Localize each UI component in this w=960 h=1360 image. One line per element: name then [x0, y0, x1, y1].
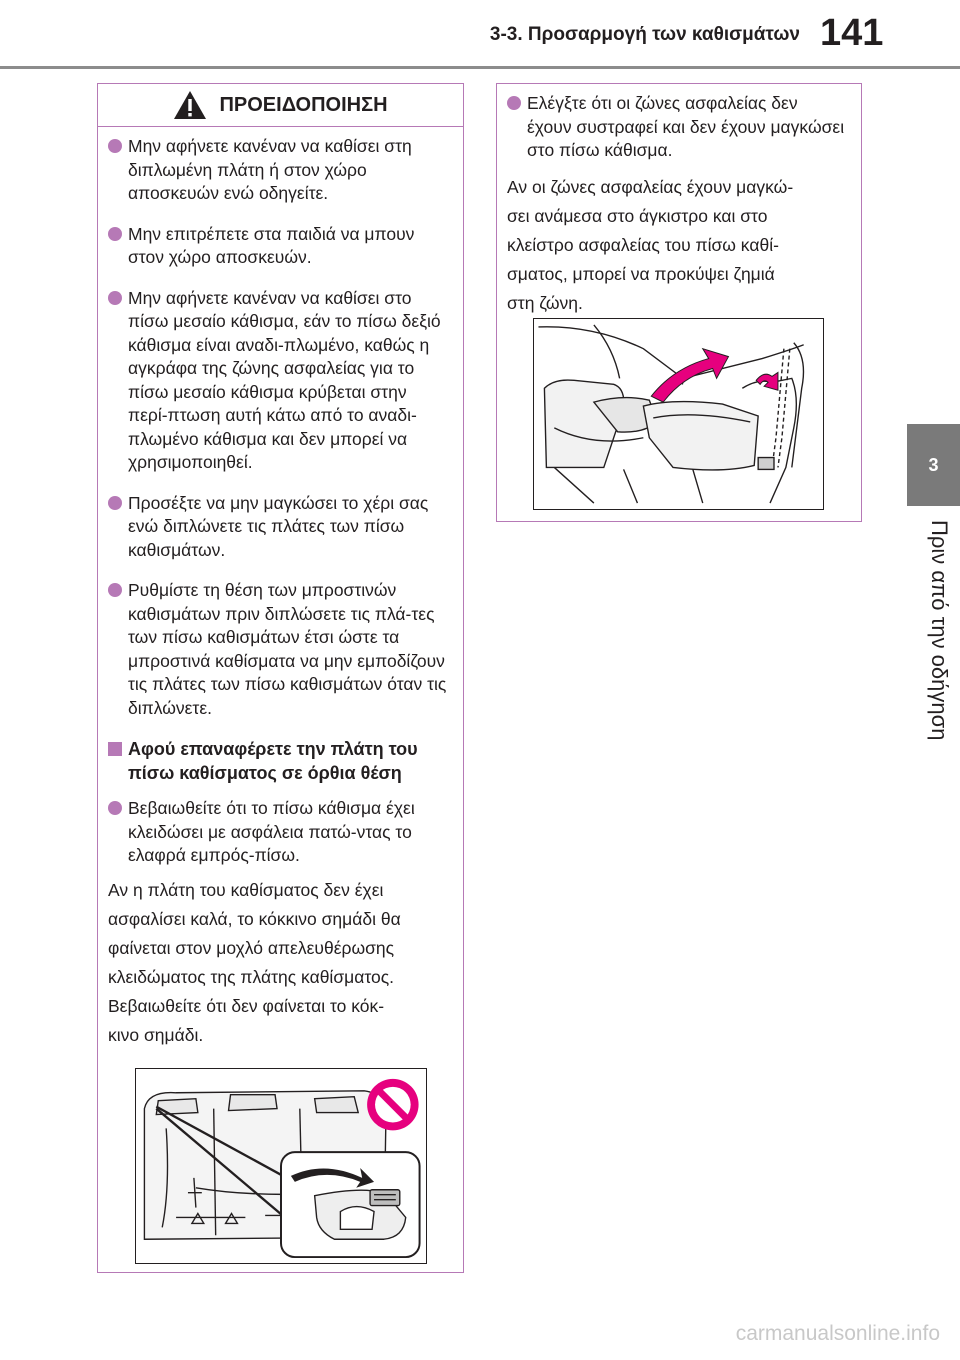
- bullet-text: Βεβαιωθείτε ότι το πίσω κάθισμα έχει κλειδώσει με ασφάλεια πατώ-ντας το ελαφρά εμπρός-πίσω.: [128, 798, 415, 865]
- bullet-text: Προσέξτε να μην μαγκώσει το χέρι σας ενώ διπλώνετε τις πλάτες των πίσω καθισμάτων.: [128, 492, 429, 560]
- site-watermark: carmanualsonline.info: [735, 1322, 940, 1345]
- page-number: 141: [820, 12, 884, 54]
- paragraph-line: κινο σημάδι.: [108, 1024, 204, 1045]
- square-bullet-icon: [108, 742, 122, 756]
- chapter-tab[interactable]: 3: [907, 424, 960, 506]
- curved-arrow-icon: [756, 372, 778, 390]
- bullet-text: Μην αφήνετε κανέναν να καθίσει στο πίσω μεσαίο κάθισμα, εάν το πίσω δεξιό κάθισμα είναι αναδι-πλωμένο, καθώς η αγκράφα της ζώνης ασφαλείας για το πίσω μεσαίο κάθισμα κρύβεται στην περί-πτωση αυτή κάτω από το αναδι-πλωμένο κάθισμα και δεν μπορεί να χρησιμοποιηθεί.: [128, 287, 441, 472]
- warning-triangle-icon: [173, 90, 207, 120]
- curved-arrow-icon: [651, 349, 728, 402]
- bullet-dot-icon: [108, 801, 122, 815]
- warning-content: [98, 127, 463, 1050]
- bullet-dot-icon: [108, 227, 122, 241]
- bullet-dot-icon: [108, 291, 122, 305]
- warning-bullet: [104, 223, 449, 270]
- warning-title: ΠΡΟΕΙΔΟΠΟΙΗΣΗ: [219, 93, 388, 116]
- paragraph-line: σει ανάμεσα στο άγκιστρο και στο: [507, 205, 768, 226]
- paragraph-line: Βεβαιωθείτε ότι δεν φαίνεται το κόκ-: [108, 995, 385, 1016]
- chapter-title: Πριν από την οδήγηση: [927, 520, 952, 741]
- section-subheading: [104, 737, 449, 785]
- paragraph-line: Αν η πλάτη του καθίσματος δεν έχει: [108, 879, 384, 900]
- seat-lever-drawing: [136, 1069, 426, 1263]
- paragraph-line: φαίνεται στον μοχλό απελευθέρωσης: [108, 937, 395, 958]
- subheading-text: Αφού επαναφέρετε την πλάτη του πίσω καθίσματος σε όρθια θέση: [128, 739, 418, 783]
- paragraph-line: Αν οι ζώνες ασφαλείας έχουν μαγκώ-: [507, 176, 794, 197]
- warning-bullet: [104, 797, 449, 868]
- rear-seat-belt-illustration: [533, 318, 824, 510]
- rear-seat-drawing: [534, 319, 823, 509]
- warning-bullet: [104, 492, 449, 563]
- seatbelt-note-content: [497, 84, 861, 318]
- warning-bullet: [104, 135, 449, 206]
- bullet-dot-icon: [108, 496, 122, 510]
- prohibition-icon: [367, 1079, 418, 1130]
- section-title: 3-3. Προσαρμογή των καθισμάτων: [489, 24, 800, 45]
- warning-header: [98, 84, 463, 127]
- bullet-dot-icon: [108, 583, 122, 597]
- header-divider: [0, 66, 960, 69]
- paragraph-line: στη ζώνη.: [507, 292, 583, 313]
- bullet-text: Μην αφήνετε κανέναν να καθίσει στη διπλωμένη πλάτη ή στον χώρο αποσκευών ενώ οδηγείτε.: [128, 136, 412, 203]
- seat-lever-illustration: [135, 1068, 427, 1264]
- bullet-dot-icon: [108, 139, 122, 153]
- paragraph-line: κλείστρο ασφαλείας του πίσω καθί-: [507, 234, 779, 255]
- paragraph-line: κλειδώματος της πλάτης καθίσματος.: [108, 966, 395, 987]
- warning-bullet: [104, 287, 449, 475]
- paragraph-line: ασφαλίσει καλά, το κόκκινο σημάδι θα: [108, 908, 401, 929]
- seatbelt-bullet: [503, 92, 847, 163]
- bullet-dot-icon: [507, 96, 521, 110]
- warning-bullet: [104, 579, 449, 720]
- bullet-text: Ρυθμίστε τη θέση των μπροστινών καθισμάτων πριν διπλώσετε τις πλά-τες των πίσω καθισμάτων έτσι ώστε τα μπροστινά καθίσματα να μην εμποδίζουν τις πλάτες των πίσω καθισμάτων όταν τις διπλώνετε.: [128, 580, 447, 718]
- bullet-text: Μην επιτρέπετε στα παιδιά να μπουν στον χώρο αποσκευών.: [128, 223, 415, 267]
- bullet-text: Ελέγξτε ότι οι ζώνες ασφαλείας δεν έχουν συστραφεί και δεν έχουν μαγκώσει στο πίσω κάθισμα.: [527, 93, 845, 160]
- paragraph-line: σματος, μπορεί να προκύψει ζημιά: [507, 263, 775, 284]
